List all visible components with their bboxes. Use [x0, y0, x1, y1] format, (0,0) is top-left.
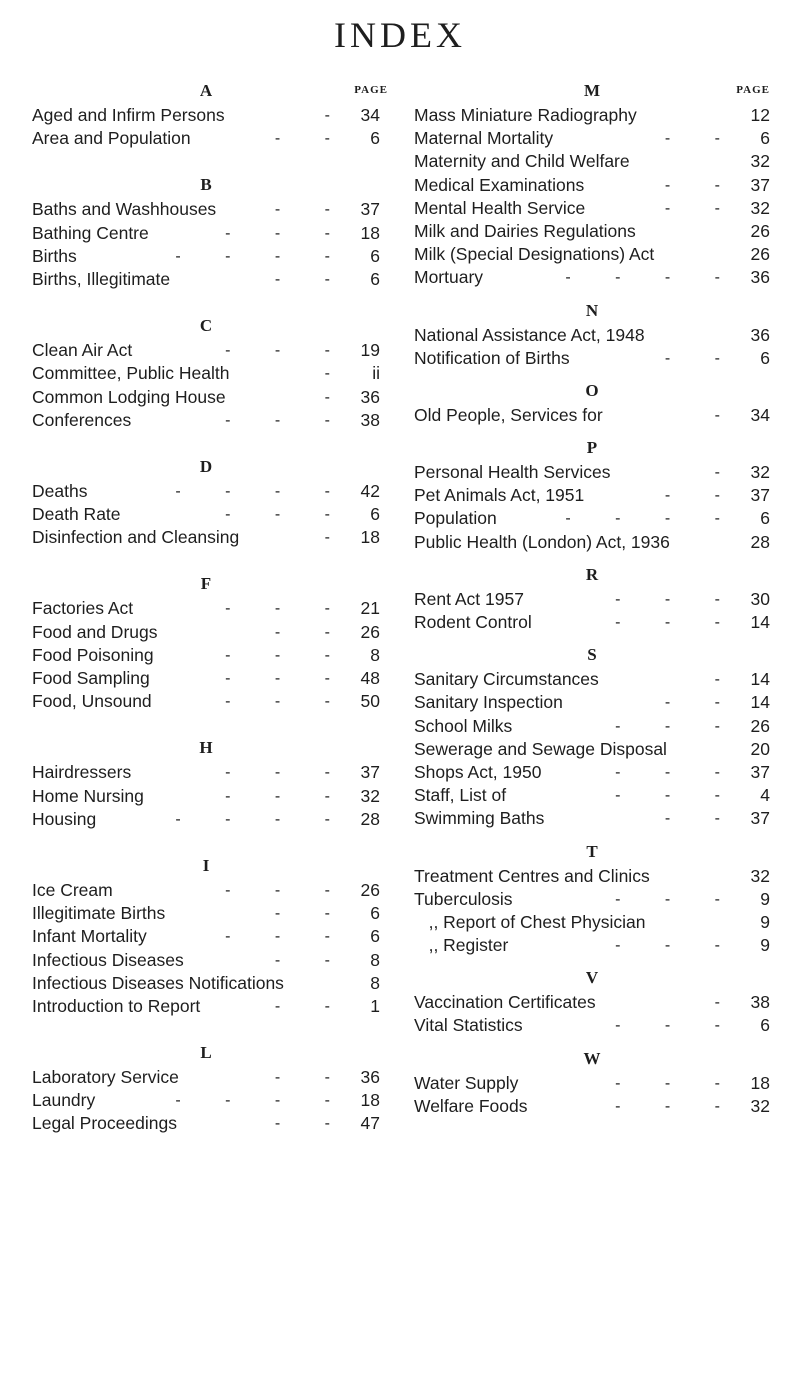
index-entry — [414, 197, 770, 220]
entry-label: Laundry — [32, 1090, 96, 1111]
entry-label: Infectious Diseases — [32, 949, 184, 970]
entry-leader: - - - — [225, 693, 350, 711]
index-entry — [414, 865, 770, 888]
entry-page-number: 26 — [750, 244, 770, 265]
entry-label: Milk and Dairies Regulations — [414, 220, 636, 241]
entry-page-number: 9 — [760, 888, 770, 909]
section-letter: A — [199, 81, 213, 100]
index-section-a — [32, 78, 380, 150]
entry-page-number: 37 — [750, 485, 770, 506]
entry-leader: - - - — [225, 764, 350, 782]
entry-label: Sanitary Inspection — [414, 692, 563, 713]
index-entry — [414, 150, 770, 173]
entry-label: Milk (Special Designations) Act — [414, 244, 655, 265]
index-entry — [32, 339, 380, 362]
index-entry — [414, 507, 770, 530]
index-entry — [32, 902, 380, 925]
entry-label: ,, Report of Chest Physician — [414, 911, 646, 932]
entry-page-number: 6 — [370, 268, 380, 289]
entry-label: Swimming Baths — [414, 808, 545, 829]
entry-leader: - - — [274, 905, 350, 923]
entry-leader: - - — [664, 130, 740, 148]
entry-leader: - - - — [615, 890, 740, 908]
entry-leader: - - — [274, 1069, 350, 1087]
entry-leader: - - - — [615, 717, 740, 735]
entry-leader: - - — [274, 623, 350, 641]
entry-page-number: 6 — [760, 1015, 770, 1036]
index-entry — [32, 526, 380, 549]
index-section-m — [414, 78, 770, 290]
entry-page-number: 32 — [750, 197, 770, 218]
entry-label: Housing — [32, 808, 97, 829]
index-entry — [414, 484, 770, 507]
entry-leader: - - — [274, 130, 350, 148]
index-entry — [414, 691, 770, 714]
entry-page-number: ii — [372, 363, 380, 384]
index-entry — [414, 1072, 770, 1095]
entry-page-number: 32 — [750, 865, 770, 886]
entry-label: Maternity and Child Welfare — [414, 151, 630, 172]
index-entry — [32, 386, 380, 409]
index-entry — [414, 611, 770, 634]
entry-page-number: 32 — [750, 1095, 770, 1116]
entry-leader: - — [714, 994, 740, 1012]
index-entry — [32, 667, 380, 690]
section-letter: I — [202, 855, 210, 875]
entry-page-number: 36 — [360, 1067, 380, 1088]
index-section-d — [32, 454, 380, 550]
entry-page-number: 18 — [750, 1072, 770, 1093]
entry-page-number: 32 — [360, 785, 380, 806]
index-column-right — [414, 78, 770, 1118]
index-entry — [414, 266, 770, 289]
entry-page-number: 32 — [750, 151, 770, 172]
entry-leader: - — [714, 464, 740, 482]
entry-label: Home Nursing — [32, 785, 144, 806]
index-entry — [32, 127, 380, 150]
section-letter: T — [586, 841, 598, 861]
index-entry — [32, 761, 380, 784]
index-entry — [32, 972, 380, 995]
index-section-l — [32, 1040, 380, 1136]
entry-leader: - - - — [225, 881, 350, 899]
entry-leader: - - - — [615, 787, 740, 805]
entry-leader: - — [324, 365, 350, 383]
section-letter: B — [200, 175, 212, 195]
section-letter: S — [587, 645, 597, 665]
entry-page-number: 26 — [750, 715, 770, 736]
entry-page-number: 8 — [370, 972, 380, 993]
entry-label: Food and Drugs — [32, 621, 158, 642]
index-entry — [32, 198, 380, 221]
index-entry — [414, 404, 770, 427]
entry-leader: - - - - — [175, 1092, 350, 1110]
entry-leader: - - - — [225, 411, 350, 429]
index-entry — [32, 362, 380, 385]
entry-label: Common Lodging House — [32, 386, 226, 407]
entry-leader: - - — [274, 270, 350, 288]
entry-page-number: 14 — [750, 669, 770, 690]
entry-leader: - — [714, 671, 740, 689]
index-entry — [414, 461, 770, 484]
entry-page-number: 37 — [750, 808, 770, 829]
entry-page-number: 6 — [370, 926, 380, 947]
index-entry — [414, 531, 770, 554]
entry-leader: - - — [274, 201, 350, 219]
entry-label: Mass Miniature Radiography — [414, 105, 637, 125]
entry-label: Staff, List of — [414, 785, 507, 806]
entry-label: Welfare Foods — [414, 1095, 528, 1116]
index-entry — [32, 503, 380, 526]
entry-label: Tuberculosis — [414, 888, 513, 909]
index-section-b — [32, 172, 380, 291]
index-entry — [32, 879, 380, 902]
entry-page-number: 32 — [750, 462, 770, 483]
index-entry — [414, 888, 770, 911]
entry-label: Hairdressers — [32, 762, 132, 783]
entry-label: Factories Act — [32, 598, 134, 619]
index-entry — [414, 127, 770, 150]
entry-leader: - - - — [225, 600, 350, 618]
entry-label: Sewerage and Sewage Disposal — [414, 738, 667, 759]
entry-label: Sanitary Circumstances — [414, 669, 599, 690]
section-letter: M — [583, 81, 601, 100]
entry-page-number: 8 — [370, 949, 380, 970]
section-letter: N — [585, 300, 599, 320]
index-section-h — [32, 735, 380, 831]
entry-label: Vaccination Certificates — [414, 992, 596, 1013]
entry-leader: - — [324, 388, 350, 406]
entry-label: Food Poisoning — [32, 644, 154, 665]
entry-page-number: 6 — [760, 347, 770, 368]
index-entry — [414, 738, 770, 761]
entry-label: National Assistance Act, 1948 — [414, 324, 645, 345]
index-section-v — [414, 965, 770, 1037]
index-entry — [414, 715, 770, 738]
entry-leader: - - - — [225, 506, 350, 524]
entry-leader: - - — [664, 810, 740, 828]
index-entry — [414, 220, 770, 243]
entry-page-number: 37 — [750, 174, 770, 195]
entry-leader: - - — [664, 199, 740, 217]
entry-label: Treatment Centres and Clinics — [414, 865, 650, 886]
entry-label: ,, Register — [414, 935, 509, 956]
index-section-p — [414, 435, 770, 554]
entry-label: Introduction to Report — [32, 995, 201, 1016]
index-entry — [32, 644, 380, 667]
entry-label: Medical Examinations — [414, 174, 585, 195]
index-entry — [32, 268, 380, 291]
entry-page-number: 50 — [360, 691, 380, 712]
entry-label: Legal Proceedings — [32, 1113, 177, 1134]
entry-page-number: 6 — [370, 903, 380, 924]
entry-label: Personal Health Services — [414, 462, 611, 483]
entry-leader: - - - — [225, 342, 350, 360]
entry-leader: - - — [664, 349, 740, 367]
entry-label: Shops Act, 1950 — [414, 761, 542, 782]
entry-leader: - - — [274, 1115, 350, 1133]
entry-page-number: 20 — [750, 738, 770, 759]
index-section-c — [32, 313, 380, 432]
page-title: INDEX — [334, 15, 466, 55]
entry-page-number: 26 — [360, 879, 380, 900]
index-entry — [414, 174, 770, 197]
entry-page-number: 37 — [360, 199, 380, 220]
index-entry — [414, 1014, 770, 1037]
entry-leader: - - - — [225, 928, 350, 946]
entry-leader: - - - — [615, 1017, 740, 1035]
entry-page-number: 12 — [750, 105, 770, 125]
entry-page-number: 9 — [760, 935, 770, 956]
entry-page-number: 36 — [750, 324, 770, 345]
entry-leader: - - - — [615, 590, 740, 608]
entry-label: Old People, Services for — [414, 404, 603, 425]
index-section-w — [414, 1046, 770, 1118]
index-entry — [414, 1095, 770, 1118]
index-entry — [32, 949, 380, 972]
section-letter: H — [199, 738, 213, 758]
entry-label: Public Health (London) Act, 1936 — [414, 531, 670, 552]
entry-page-number: 6 — [370, 504, 380, 525]
entry-leader: - - - - — [565, 269, 740, 287]
index-entry — [32, 925, 380, 948]
entry-label: Vital Statistics — [414, 1015, 523, 1036]
section-letter: P — [586, 438, 598, 458]
entry-leader: - - - — [225, 646, 350, 664]
entry-page-number: 38 — [750, 992, 770, 1013]
entry-page-number: 6 — [760, 508, 770, 529]
entry-leader: - - - — [225, 670, 350, 687]
entry-leader: - - - - — [565, 510, 740, 528]
index-entry — [32, 409, 380, 432]
entry-label: Disinfection and Cleansing — [32, 527, 240, 548]
index-entry — [414, 784, 770, 807]
index-section-i — [32, 853, 380, 1018]
entry-label: Mental Health Service — [414, 197, 586, 218]
entry-label: Mortuary — [414, 267, 484, 288]
index-section-r — [414, 562, 770, 634]
index-entry — [32, 1112, 380, 1135]
entry-leader: - - — [664, 487, 740, 505]
entry-leader: - - — [274, 951, 350, 969]
entry-page-number: 9 — [760, 911, 770, 932]
index-entry — [32, 104, 380, 127]
entry-leader: - - - — [225, 787, 350, 805]
entry-leader: - — [324, 107, 350, 124]
entry-label: Death Rate — [32, 504, 121, 525]
entry-label: Aged and Infirm Persons — [32, 105, 225, 125]
entry-page-number: 28 — [360, 808, 380, 829]
entry-page-number: 37 — [360, 762, 380, 783]
index-section-n — [414, 298, 770, 370]
entry-page-number: 1 — [370, 995, 380, 1016]
entry-page-number: 18 — [360, 527, 380, 548]
index-entry — [414, 104, 770, 127]
index-entry — [414, 991, 770, 1014]
entry-page-number: 36 — [750, 267, 770, 288]
section-letter: R — [585, 564, 599, 584]
entry-label: Ice Cream — [32, 879, 113, 900]
entry-page-number: 37 — [750, 761, 770, 782]
section-letter: F — [200, 574, 212, 594]
entry-leader: - — [324, 529, 350, 547]
index-entry — [32, 621, 380, 644]
index-entry — [414, 668, 770, 691]
index-entry — [414, 911, 770, 934]
section-letter: L — [200, 1043, 212, 1063]
entry-label: Food, Unsound — [32, 691, 152, 712]
index-section-o — [414, 378, 770, 427]
index-entry — [32, 245, 380, 268]
index-entry — [32, 995, 380, 1018]
index-entry — [414, 807, 770, 830]
entry-label: Deaths — [32, 480, 88, 501]
entry-page-number: 28 — [750, 531, 770, 552]
entry-label: Maternal Mortality — [414, 128, 554, 149]
entry-leader: - - - — [615, 763, 740, 781]
entry-label: Laboratory Service — [32, 1067, 179, 1088]
entry-label: Births — [32, 245, 77, 266]
entry-page-number: 47 — [360, 1113, 380, 1134]
entry-label: Pet Animals Act, 1951 — [414, 485, 585, 506]
entry-label: Committee, Public Health — [32, 363, 230, 384]
entry-page-number: 34 — [750, 404, 770, 425]
entry-leader: - - — [274, 997, 350, 1015]
entry-leader: - - — [664, 694, 740, 712]
index-entry — [32, 1066, 380, 1089]
entry-page-number: 42 — [360, 480, 380, 501]
entry-label: Population — [414, 508, 497, 529]
entry-page-number: 36 — [360, 386, 380, 407]
entry-label: Rent Act 1957 — [414, 588, 524, 609]
entry-label: Clean Air Act — [32, 340, 133, 361]
entry-leader: - - - - — [175, 482, 350, 500]
entry-page-number: 34 — [360, 105, 380, 125]
entry-leader: - - - — [615, 937, 740, 955]
index-section-s — [414, 642, 770, 830]
section-letter: C — [199, 316, 213, 336]
entry-leader: - - - - — [175, 810, 350, 828]
entry-page-number: 19 — [360, 340, 380, 361]
index-entry — [414, 243, 770, 266]
index-entry — [32, 480, 380, 503]
right-sections — [414, 78, 770, 1118]
entry-label: Notification of Births — [414, 347, 570, 368]
entry-page-number: 21 — [360, 598, 380, 619]
entry-page-number: 8 — [370, 644, 380, 665]
index-section-t — [414, 839, 770, 958]
entry-label: Infectious Diseases Notifications — [32, 972, 284, 993]
entry-label: Births, Illegitimate — [32, 268, 171, 289]
index-entry — [414, 934, 770, 957]
page-column-heading: PAGE — [736, 84, 770, 96]
entry-page-number: 48 — [360, 668, 380, 688]
index-entry — [32, 222, 380, 245]
index-entry — [414, 324, 770, 347]
entry-label: School Milks — [414, 715, 513, 736]
index-entry — [32, 690, 380, 713]
page-column-heading: PAGE — [354, 84, 388, 96]
entry-leader: - - - — [615, 1097, 740, 1115]
entry-page-number: 30 — [750, 588, 770, 609]
entry-leader: - - - - — [175, 247, 350, 265]
index-entry — [32, 808, 380, 831]
entry-label: Infant Mortality — [32, 926, 147, 947]
entry-label: Illegitimate Births — [32, 903, 166, 924]
section-letter: D — [199, 456, 213, 476]
entry-page-number: 26 — [360, 621, 380, 642]
entry-leader: - - - — [615, 1074, 740, 1092]
entry-page-number: 6 — [370, 128, 380, 149]
entry-leader: - - — [664, 176, 740, 194]
index-column-left — [32, 78, 388, 1136]
entry-label: Rodent Control — [414, 612, 532, 632]
left-sections — [32, 78, 380, 1136]
index-entry — [32, 785, 380, 808]
entry-page-number: 18 — [360, 222, 380, 243]
entry-page-number: 26 — [750, 220, 770, 241]
index-entry — [414, 347, 770, 370]
entry-label: Water Supply — [414, 1072, 519, 1093]
entry-page-number: 14 — [750, 612, 770, 632]
entry-page-number: 6 — [370, 245, 380, 266]
entry-leader: - — [714, 406, 740, 424]
section-letter: O — [585, 380, 599, 400]
entry-page-number: 6 — [760, 128, 770, 149]
entry-label: Area and Population — [32, 128, 191, 149]
entry-page-number: 38 — [360, 409, 380, 430]
index-entry — [414, 761, 770, 784]
entry-page-number: 14 — [750, 692, 770, 713]
entry-page-number: 18 — [360, 1090, 380, 1111]
index-section-f — [32, 571, 380, 713]
entry-leader: - - - — [225, 224, 350, 242]
entry-leader: - - - — [615, 614, 740, 631]
index-entry — [414, 588, 770, 611]
entry-label: Food Sampling — [32, 668, 150, 688]
section-letter: W — [583, 1048, 601, 1068]
index-entry — [32, 1089, 380, 1112]
entry-label: Conferences — [32, 409, 132, 430]
entry-label: Bathing Centre — [32, 222, 149, 243]
entry-page-number: 4 — [760, 785, 770, 806]
entry-label: Baths and Washhouses — [32, 199, 217, 220]
section-letter: V — [585, 968, 599, 988]
index-entry — [32, 597, 380, 620]
